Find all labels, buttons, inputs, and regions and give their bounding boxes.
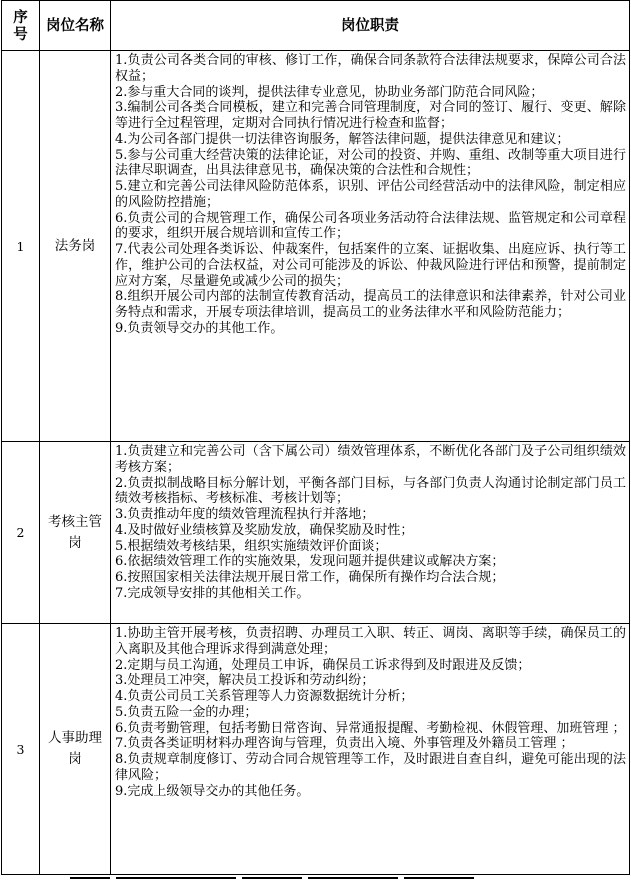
- duty-item: 4.负责公司员工关系管理等人力资源数据统计分析；: [115, 689, 414, 704]
- duty-item: 8.组织开展公司内部的法制宣传教育活动，提高员工的法律意识和法律素养，针对公司业务特点和需求，开展专项法律培训，提高员工的业务法律水平和风险防范能力；: [115, 289, 626, 320]
- header-duties: 岗位职责: [111, 1, 630, 51]
- row-num: 2: [2, 442, 40, 624]
- duty-item: 5.负责五险一金的办理；: [115, 704, 258, 720]
- duty-item: 3.负责推动年度的绩效管理流程执行并落地；: [115, 507, 375, 522]
- row-duties: [111, 624, 630, 875]
- duty-item: 9.完成上级领导交办的其他任务。: [115, 783, 310, 799]
- row-duties: [111, 442, 630, 624]
- table-row: [2, 442, 630, 624]
- duty-item: 7.完成领导安排的其他相关工作。: [115, 585, 310, 601]
- duty-item: 5.根据绩效考核结果，组织实施绩效评价面谈；: [115, 538, 388, 554]
- duty-item: 2.负责拟制战略目标分解计划，平衡各部门目标，与各部门负责人沟通讨论制定部门员工绩效考核指标、考核标准、考核计划等；: [115, 475, 626, 507]
- row-position: 考核主管岗: [40, 442, 111, 624]
- duty-item: 1.负责建立和完善公司（含下属公司）绩效管理体系，不断优化各部门及子公司组织绩效考核方案；: [115, 444, 626, 475]
- row-num: 3: [2, 624, 40, 875]
- duty-item: 9.负责领导交办的其他工作。: [115, 320, 284, 336]
- duty-item: 7.代表公司处理各类诉讼、仲裁案件，包括案件的立案、证据收集、出庭应诉、执行等工作，维护公司的合法权益，对公司可能涉及的诉讼、仲裁风险进行评估和预警，提前制定应对方案，尽量避免或减少公司的损失；: [115, 242, 626, 289]
- duty-item: 1.负责公司各类合同的审核、修订工作，确保合同条款符合法律法规要求，保障公司合法权益；: [115, 53, 626, 84]
- duty-item: 4.及时做好业绩核算及奖励发放，确保奖励及时性；: [115, 522, 414, 538]
- duty-item: 5.建立和完善公司法律风险防范体系，识别、评估公司经营活动中的法律风险，制定相应的风险防控措施；: [115, 179, 626, 210]
- duty-item: 6.按照国家相关法律法规开展日常工作，确保所有操作均合法合规；: [115, 570, 505, 585]
- header-position: 岗位名称: [40, 1, 111, 51]
- duty-item: 6.负责考勤管理，包括考勤日常咨询、异常通报提醒、考勤检视、休假管理、加班管理 ；: [115, 720, 626, 736]
- table-row: [2, 51, 630, 442]
- cut-off-next-line: [0, 877, 631, 883]
- row-duties: [111, 51, 630, 442]
- table-header-row: [2, 1, 630, 51]
- table-row: [2, 624, 630, 875]
- duty-item: 4.为公司各部门提供一切法律咨询服务，解答法律问题，提供法律意见和建议；: [115, 131, 570, 147]
- header-num: 序号: [2, 1, 40, 51]
- duty-item: 3.处理员工冲突，解决员工投诉和劳动纠纷；: [115, 673, 375, 689]
- duty-item: 7.负责各类证明材料办理咨询与管理，负责出入境、外事管理及外籍员工管理 ；: [115, 736, 574, 752]
- duty-item: 1.协助主管开展考核，负责招聘、办理员工入职、转正、调岗、离职等手续，确保员工的入离职及其他合理诉求得到满意处理；: [115, 626, 626, 657]
- duty-item: 8.负责规章制度修订、劳动合同合规管理等工作，及时跟进自查自纠，避免可能出现的法律风险；: [115, 752, 626, 783]
- duty-item: 2.参与重大合同的谈判，提供法律专业意见，协助业务部门防范合同风险；: [115, 84, 544, 100]
- job-duties-table: [1, 0, 630, 875]
- duty-item: 2.定期与员工沟通，处理员工申诉，确保员工诉求得到及时跟进及反馈；: [115, 657, 531, 673]
- duty-item: 6.依据绩效管理工作的实施效果，发现问题并提供建议或解决方案；: [115, 554, 505, 570]
- row-num: 1: [2, 51, 40, 442]
- duty-item: 6.负责公司的合规管理工作，确保公司各项业务活动符合法律法规、监管规定和公司章程的要求，组织开展合规培训和宣传工作；: [115, 210, 626, 242]
- row-position: 人事助理岗: [40, 624, 111, 875]
- duty-item: 5.参与公司重大经营决策的法律论证，对公司的投资、并购、重组、改制等重大项目进行法律尽职调查，出具法律意见书，确保决策的合法性和合规性；: [115, 147, 626, 179]
- row-position: 法务岗: [40, 51, 111, 442]
- duty-item: 3.编制公司各类合同模板，建立和完善合同管理制度，对合同的签订、履行、变更、解除等进行全过程管理，定期对合同执行情况进行检查和监督；: [115, 100, 626, 131]
